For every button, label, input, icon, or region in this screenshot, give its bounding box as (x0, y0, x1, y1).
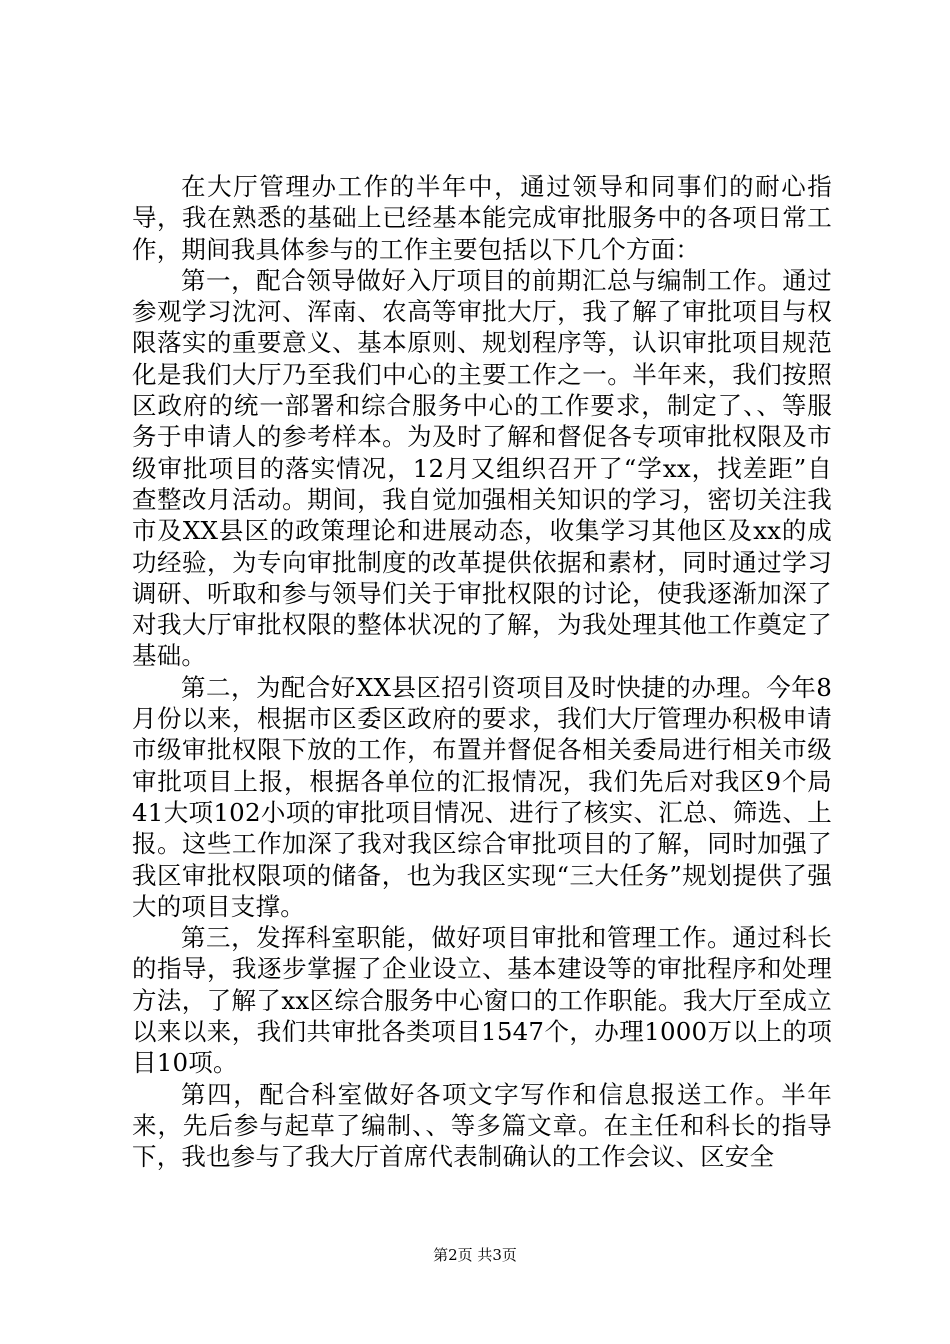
paragraph-third: 第三，发挥科室职能，做好项目审批和管理工作。通过科长的指导，我逐步掌握了企业设立、基本建设等的审批程序和处理方法，了解了xx区综合服务中心窗口的工作职能。我大厅至成立以来以来，我们共审批各类项目1547个，办理1000万以上的项目10项。 (132, 923, 832, 1078)
paragraph-first: 第一，配合领导做好入厅项目的前期汇总与编制工作。通过参观学习沈河、浑南、农高等审批大厅，我了解了审批项目与权限落实的重要意义、基本原则、规划程序等，认识审批项目规范化是我们大厅乃至我们中心的主要工作之一。半年来，我们按照区政府的统一部署和综合服务中心的工作要求，制定了、、等服务于申请人的参考样本。为及时了解和督促各专项审批权限及市级审批项目的落实情况，12月又组织召开了“学xx，找差距”自查整改月活动。期间，我自觉加强相关知识的学习，密切关注我市及XX县区的政策理论和进展动态，收集学习其他区及xx的成功经验，为专向审批制度的改革提供依据和素材，同时通过学习调研、听取和参与领导们关于审批权限的讨论，使我逐渐加深了对我大厅审批权限的整体状况的了解，为我处理其他工作奠定了基础。 (132, 265, 832, 671)
paragraph-second: 第二，为配合好XX县区招引资项目及时快捷的办理。今年8月份以来，根据市区委区政府的要求，我们大厅管理办积极申请市级审批权限下放的工作，布置并督促各相关委局进行相关市级审批项目上报，根据各单位的汇报情况，我们先后对我区9个局41大项102小项的审批项目情况、进行了核实、汇总、筛选、上报。这些工作加深了我对我区综合审批项目的了解，同时加强了我区审批权限项的储备，也为我区实现“三大任务”规划提供了强大的项目支撑。 (132, 672, 832, 921)
document-body (132, 171, 832, 1173)
paragraph-intro: 在大厅管理办工作的半年中，通过领导和同事们的耐心指导，我在熟悉的基础上已经基本能完成审批服务中的各项日常工作，期间我具体参与的工作主要包括以下几个方面： (132, 172, 832, 264)
paragraph-fourth: 第四，配合科室做好各项文字写作和信息报送工作。半年来，先后参与起草了编制、、等多篇文章。在主任和科长的指导下，我也参与了我大厅首席代表制确认的工作会议、区安全 (132, 1079, 832, 1172)
page-footer: 第2页 共3页 (433, 1246, 517, 1264)
